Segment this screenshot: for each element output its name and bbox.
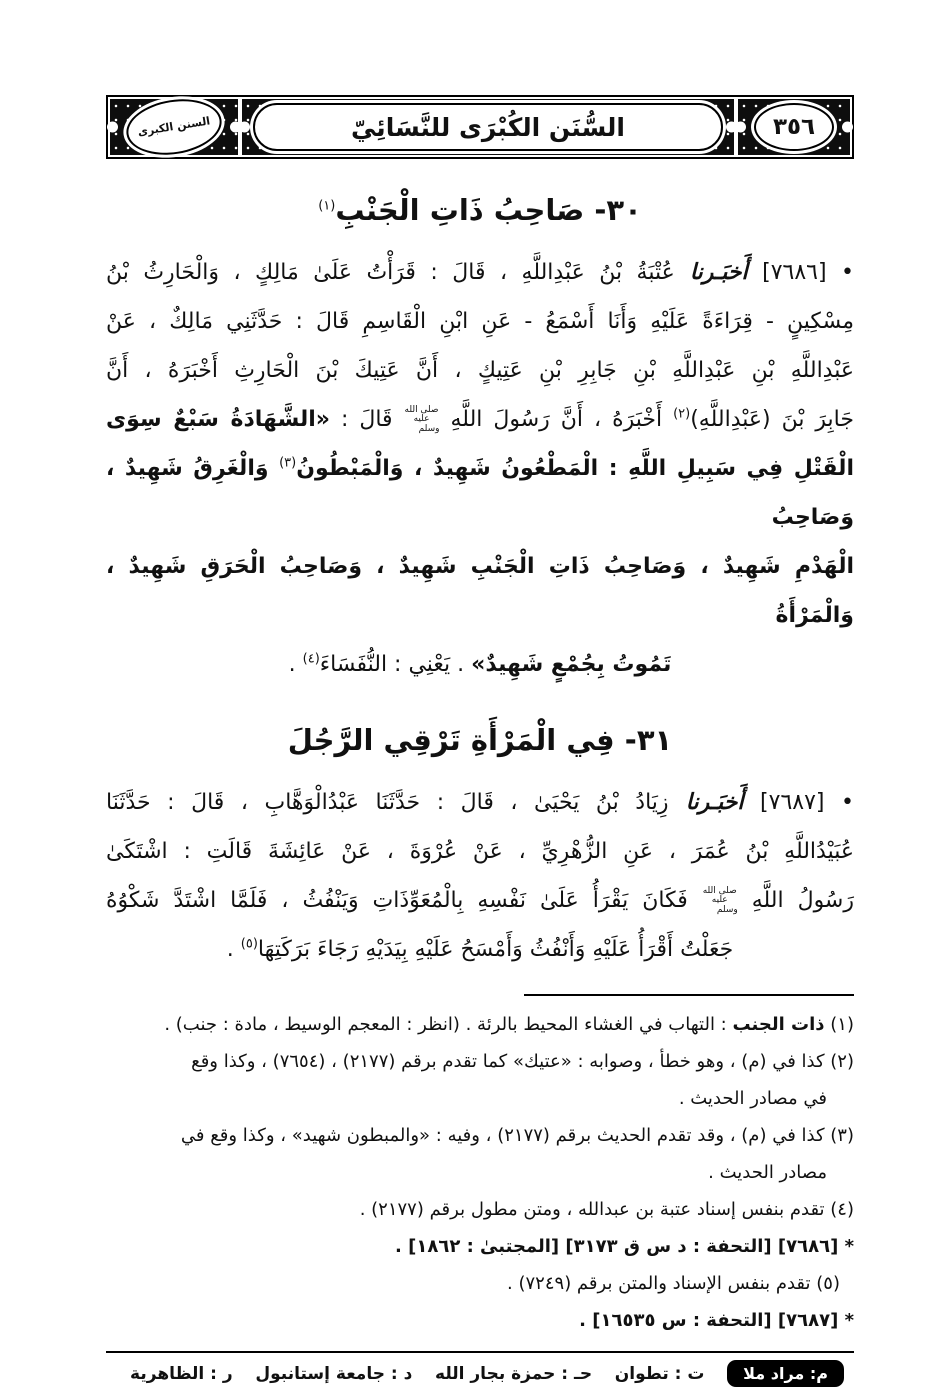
text-segment: عَبْدِاللَّهِ بْنِ عَبْدِاللَّهِ بْنِ جَابِرِ بْنِ عَتِيكٍ ، أَنَّ عَتِيكَ بْنَ الْحَارِثِ أَخْبَرَهُ ، أَنَّ <box>106 358 854 383</box>
text-segment: زِيَادُ بْنُ يَحْيَىٰ ، قَالَ : حَدَّثَنَا عَبْدُالْوَهَّابِ ، قَالَ : حَدَّثَنَا <box>106 790 669 815</box>
footer-item-t-tetouan: ت : تطوان <box>614 1363 705 1384</box>
footer <box>106 1360 854 1387</box>
hadith-7686 <box>106 248 854 689</box>
text-segment: . يَعْنِي : النُّفَسَاءَ <box>319 652 472 677</box>
footnote-marker: (٥) <box>240 936 258 952</box>
text-line <box>106 1228 854 1265</box>
book-page <box>106 0 854 1387</box>
text-line <box>106 778 854 827</box>
text-segment: * [٧٦٨٧] [التحفة : س ١٦٥٣٥] . <box>579 1310 854 1331</box>
text-segment: الْقَتْلِ فِي سَبِيلِ اللَّهِ : الْمَطْعُونُ شَهِيدٌ ، وَالْمَبْطُونُ <box>296 456 854 481</box>
text-segment: مِسْكِينٍ - قِرَاءَةً عَلَيْهِ وَأَنَا أَسْمَعُ - عَنِ ابْنِ الْقَاسِمِ قَالَ : حَدَّثَنِي مَالِكٌ ، عَنْ <box>106 309 854 334</box>
text-segment: قَالَ : <box>329 407 404 432</box>
text-line <box>106 1080 854 1117</box>
text-segment: أَخبَـرنا <box>674 260 748 285</box>
page-number: ٣٥٦ <box>754 103 834 151</box>
logo-box <box>110 99 238 155</box>
text-line <box>106 297 854 346</box>
text-segment: جَعَلْتُ أَقْرَأُ عَلَيْهِ وَأَنْفُثُ وَأَمْسَحُ عَلَيْهِ بِيَدَيْهِ رَجَاءَ بَرَكَتِهَا <box>257 937 734 962</box>
text-segment: : التهاب في الغشاء المحيط بالرئة . (انظر : المعجم الوسيط ، مادة : جنب) . <box>164 1014 733 1035</box>
text-line <box>106 925 854 974</box>
footer-item-d-istanbul: د : جامعة إستانبول <box>255 1363 413 1384</box>
footnote-marker-1: (١) <box>318 198 336 214</box>
text-segment: وَالْغَرِقُ شَهِيدٌ ، وَصَاحِبُ <box>106 456 854 530</box>
salla-honorific: صلى الله عليه وسلم <box>404 404 440 434</box>
text-segment: تَمُوتُ بِجُمْعٍ شَهِيدٌ» <box>471 652 672 677</box>
text-line <box>106 248 854 297</box>
text-line <box>106 1006 854 1043</box>
text-line <box>106 640 854 689</box>
text-segment: . <box>226 937 241 962</box>
text-line <box>106 1191 854 1228</box>
footer-item-h-hamza: حـ : حمزة بجار الله <box>435 1363 593 1384</box>
text-line <box>106 542 854 640</box>
text-segment: (٣) كذا في (م) ، وقد تقدم الحديث برقم (٢١٧٧) ، وفيه : «والمبطون شهيد» ، وكذا وقع في <box>180 1125 854 1146</box>
text-line <box>106 1154 854 1191</box>
text-segment: (١) <box>824 1014 854 1035</box>
footnotes <box>106 1006 854 1339</box>
salla-honorific: صلى الله عليه وسلم <box>702 885 738 915</box>
page-number-box <box>738 99 850 155</box>
chapter-30-title: ٣٠- صَاحِبُ ذَاتِ الْجَنْبِ <box>335 193 642 227</box>
header-band <box>106 95 854 159</box>
text-line <box>106 1265 854 1302</box>
text-segment: • [٧٦٨٦] <box>747 260 855 285</box>
text-segment: جَابِرَ بْنَ (عَبْدِاللَّهِ) <box>690 407 854 432</box>
chapter-31-title: ٣١- فِي الْمَرْأَةِ تَرْقِي الرَّجُلَ <box>287 723 673 757</box>
text-segment: في مصادر الحديث . <box>678 1088 827 1109</box>
publisher-logo-medallion: السنن الكبرى <box>122 93 225 161</box>
text-segment: فَكَانَ يَقْرَأُ عَلَىٰ نَفْسِهِ بِالْمُعَوِّذَاتِ وَيَنْفُثُ ، فَلَمَّا اشْتَدَّ شَكْوُهُ <box>106 888 702 913</box>
text-segment: «الشَّهَادَةُ سَبْعٌ سِوَى <box>106 407 330 432</box>
text-line <box>106 1043 854 1080</box>
text-segment: أَخْبَرَهُ ، أَنَّ رَسُولَ اللَّهِ <box>439 407 674 432</box>
footnote-marker: (٢) <box>673 406 691 422</box>
text-segment: الْهَدْمِ شَهِيدٌ ، وَصَاحِبُ ذَاتِ الْجَنْبِ شَهِيدٌ ، وَصَاحِبُ الْحَرَقِ شَهِيدٌ ، وَالْمَرْأَةُ <box>106 554 854 628</box>
text-segment: رَسُولُ اللَّهِ <box>737 888 854 913</box>
text-line <box>106 827 854 876</box>
chapter-heading-31 <box>106 718 854 762</box>
footnote-separator <box>524 994 854 996</box>
text-segment: أَخبَـرنا <box>668 790 744 815</box>
text-line <box>106 1302 854 1339</box>
footer-rule <box>106 1351 854 1353</box>
hadith-7687 <box>106 778 854 974</box>
footer-item-r-zahiriya: ر : الظاهرية <box>130 1363 233 1384</box>
footnote-marker: (٤) <box>302 651 320 667</box>
text-segment: عُتْبَةُ بْنُ عَبْدِاللَّهِ ، قَالَ : قَرَأْتُ عَلَىٰ مَالِكٍ ، وَالْحَارِثُ بْنُ <box>106 260 675 285</box>
text-segment: مصادر الحديث . <box>708 1162 827 1183</box>
chapter-heading-30 <box>106 188 854 232</box>
title-box <box>242 99 734 155</box>
text-segment: . <box>288 652 303 677</box>
footnote-marker: (٣) <box>279 455 297 471</box>
text-segment: • [٧٦٨٧] <box>743 790 854 815</box>
text-segment: ذات الجنب <box>732 1014 825 1035</box>
text-line <box>106 876 854 925</box>
text-segment: (٥) تقدم بنفس الإسناد والمتن برقم (٧٢٤٩) . <box>507 1273 840 1294</box>
text-segment: (٢) كذا في (م) ، وهو خطأ ، وصوابه : «عتيك» كما تقدم برقم (٢١٧٧) ، (٧٦٥٤) ، وكذا وقع <box>191 1051 854 1072</box>
text-line <box>106 444 854 542</box>
text-segment: * [٧٦٨٦] [التحفة : د س ق ٣١٧٣] [المجتبىٰ : ١٨٦٢] . <box>395 1236 854 1257</box>
text-line <box>106 346 854 395</box>
book-title: السُّنَن الكُبْرَى للنَّسَائِيّ <box>253 103 723 151</box>
text-line <box>106 395 854 444</box>
text-line <box>106 1117 854 1154</box>
text-segment: (٤) تقدم بنفس إسناد عتبة بن عبدالله ، ومتن مطول برقم (٢١٧٧) . <box>359 1199 854 1220</box>
text-segment: عُبَيْدُاللَّهِ بْنُ عُمَرَ ، عَنِ الزُّهْرِيِّ ، عَنْ عُرْوَةَ ، عَنْ عَائِشَةَ قَالَتِ : اشْتَكَىٰ <box>106 839 854 864</box>
footer-item-m-murad-mulla: م: مراد ملا <box>727 1360 844 1387</box>
